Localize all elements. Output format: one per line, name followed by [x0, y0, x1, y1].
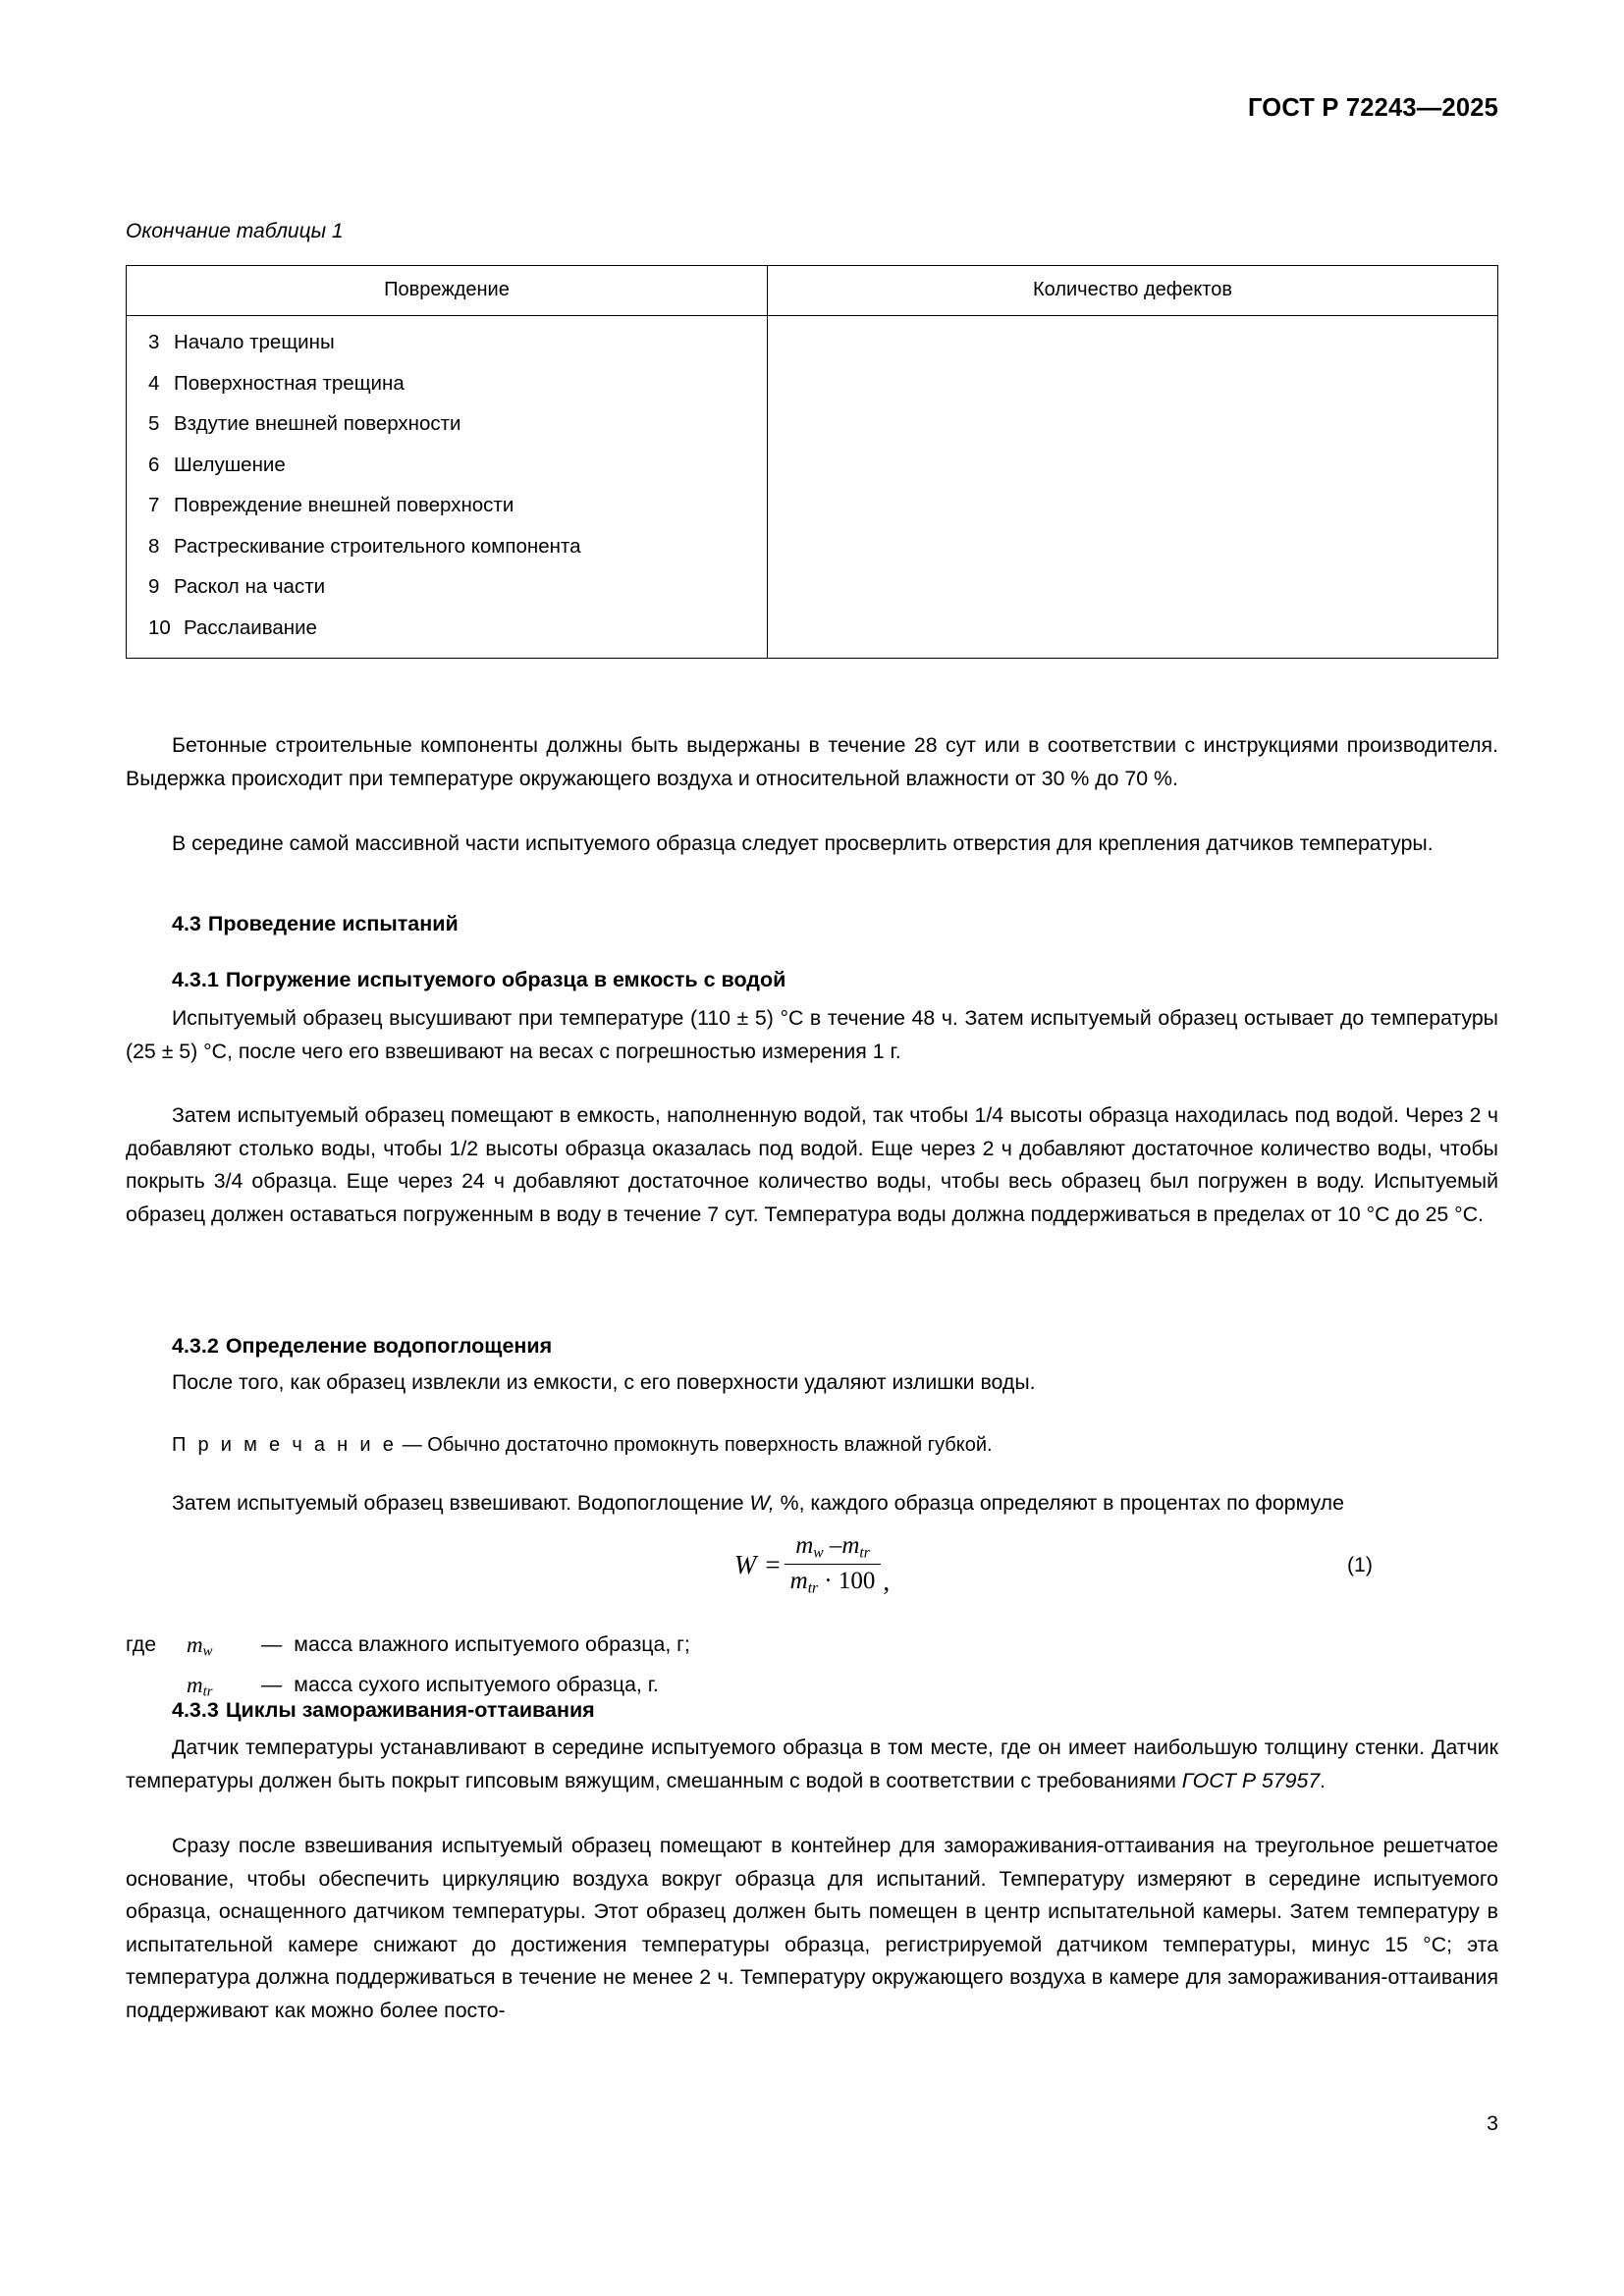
- list-item: [127, 455, 767, 476]
- table-caption: Окончание таблицы 1: [126, 220, 344, 242]
- heading-title: Определение водопоглощения: [225, 1334, 553, 1358]
- damage-list-cell: [127, 316, 768, 659]
- legend-symbol-sub: w: [202, 1643, 213, 1660]
- paragraph-text: [126, 1732, 1498, 1797]
- heading-4-3-line: [126, 908, 1498, 941]
- numerator-m1: m: [795, 1532, 814, 1560]
- legend-symbol: [187, 1629, 261, 1669]
- column-header-damage: Повреждение: [127, 266, 768, 316]
- damage-item-label: Раскол на части: [174, 575, 326, 598]
- heading-title: Проведение испытаний: [207, 912, 459, 935]
- denominator-hundred: 100: [838, 1568, 876, 1594]
- formula-number: (1): [1346, 1552, 1373, 1576]
- damage-item-label: Расслаивание: [184, 615, 317, 639]
- legend-dash: —: [261, 1673, 283, 1697]
- formula-equals: =: [765, 1549, 781, 1579]
- damage-item-number: 3: [148, 331, 160, 353]
- numerator-minus: –: [829, 1532, 842, 1560]
- heading-4-3-3-line: [126, 1694, 1498, 1728]
- list-item: [127, 371, 767, 395]
- legend-symbol-sub: tr: [202, 1683, 213, 1700]
- standard-reference: ГОСТ Р 57957: [1181, 1768, 1321, 1792]
- damage-item-number: 7: [148, 494, 160, 516]
- table-header: [127, 266, 1498, 316]
- heading-4-3-2-line: [126, 1330, 1498, 1363]
- legend-dash: —: [261, 1632, 283, 1656]
- heading-title: Погружение испытуемого образца в емкость с водой: [225, 968, 786, 991]
- heading-number: 4.3.2: [172, 1334, 219, 1358]
- denominator-m-sub: tr: [807, 1579, 819, 1597]
- legend-symbol-base: m: [187, 1632, 203, 1657]
- paragraph-drying-sample: [126, 1002, 1498, 1068]
- damage-table: [126, 265, 1498, 659]
- heading-4-3-2: [126, 1330, 1498, 1363]
- heading-number: 4.3.3: [172, 1698, 219, 1722]
- standard-number-header: ГОСТ Р 72243—2025: [1247, 94, 1498, 122]
- damage-item-label: Вздутие внешней поверхности: [174, 412, 461, 435]
- damage-item-number: 4: [148, 371, 160, 395]
- denominator-dot: ·: [824, 1568, 833, 1594]
- water-absorption-symbol: W,: [749, 1491, 775, 1515]
- paragraph-water-absorption-intro: [126, 1487, 1498, 1521]
- numerator-m2-sub: tr: [859, 1544, 870, 1562]
- defect-count-cell: [768, 316, 1498, 659]
- table-row: [127, 316, 1498, 659]
- damage-item-number: 5: [148, 412, 160, 435]
- heading-number: 4.3: [172, 912, 201, 935]
- paragraph-text: Бетонные строительные компоненты должны быть выдержаны в течение 28 сут или в соответствии с инструкциями производителя. Выдержка происходит при температуре окружающего воздуха и относительной влажности от 30 % до 70 %.: [126, 733, 1498, 790]
- heading-4-3-3: [126, 1694, 1498, 1728]
- paragraph-freeze-thaw-container: [126, 1830, 1498, 2028]
- list-item: [127, 534, 767, 558]
- paragraph-text: [126, 1487, 1498, 1521]
- formula-denominator: [785, 1564, 882, 1597]
- legend-row: [126, 1629, 1498, 1669]
- heading-4-3-1-line: [126, 964, 1498, 997]
- intro-part-a: Затем испытуемый образец взвешивают. Водопоглощение: [172, 1491, 750, 1515]
- paragraph-immersion-steps: [126, 1099, 1498, 1231]
- column-header-count: Количество дефектов: [768, 266, 1498, 316]
- damage-list: [127, 316, 767, 658]
- list-item: [127, 577, 767, 598]
- numerator-m1-sub: w: [813, 1544, 824, 1562]
- note-dash: —: [397, 1434, 428, 1456]
- heading-4-3: [126, 908, 1498, 941]
- heading-title: Циклы замораживания-оттаивания: [225, 1698, 595, 1722]
- water-absorption-formula: [734, 1532, 890, 1596]
- damage-item-number: 10: [148, 615, 171, 639]
- note-label: П р и м е ч а н и е: [172, 1434, 398, 1456]
- list-item: [127, 496, 767, 516]
- legend-description: масса влажного испытуемого образца, г;: [294, 1632, 690, 1656]
- paragraph-text: Затем испытуемый образец помещают в емкость, наполненную водой, так чтобы 1/4 высоты образца находилась под водой. Через 2 ч добавляют столько воды, чтобы 1/2 высоты образца оказалась под водой. Еще через 2 ч добавляют достаточное количество воды, чтобы покрыть 3/4 образца. Еще через 24 ч добавляют достаточное количество воды, чтобы весь образец был погружен в воду. Испытуемый образец должен оставаться погруженным в воду в течение 7 сут. Температура воды должна поддерживаться в пределах от 10 °C до 25 °C.: [126, 1103, 1498, 1226]
- formula-lhs: W: [733, 1549, 757, 1579]
- damage-item-label: Шелушение: [174, 453, 286, 476]
- paragraph-text: После того, как образец извлекли из емкости, с его поверхности удаляют излишки воды.: [172, 1370, 1036, 1394]
- damage-item-number: 8: [148, 534, 160, 558]
- sensor-text-a: Датчик температуры устанавливают в середине испытуемого образца в том месте, где он имеет наибольшую толщину стенки. Датчик температуры должен быть покрыт гипсовым вяжущим, смешанным с водой в соответствии с требованиями: [126, 1735, 1498, 1792]
- paragraph-temperature-sensor: [126, 1732, 1498, 1797]
- formula-numerator: [789, 1532, 876, 1564]
- table-header-row: [127, 266, 1498, 316]
- legend-lead-word: где: [126, 1632, 157, 1656]
- damage-item-label: Поверхностная трещина: [174, 371, 405, 395]
- damage-item-label: Растрескивание строительного компонента: [174, 534, 581, 558]
- damage-item-number: 6: [148, 453, 160, 476]
- paragraph-text: Сразу после взвешивания испытуемый образец помещают в контейнер для замораживания-оттаивания на треугольное решетчатое основание, чтобы обеспечить циркуляцию воздуха вокруг образца для испытаний. Температуру измеряют в середине испытуемого образца, оснащенного датчиком температуры. Этот образец должен быть помещен в центр испытательной камеры. Затем температуру в испытательной камере снижают до достижения температуры образца, регистрируемой датчиком температуры, минус 15 °C; эта температура должна поддерживаться в течение не менее 2 ч. Температуру окружающего воздуха в камере для замораживания-оттаивания поддерживают как можно более посто-: [126, 1834, 1498, 2022]
- formula-row: [126, 1523, 1498, 1606]
- denominator-m: m: [789, 1568, 808, 1594]
- intro-part-b: %, каждого образца определяют в процентах по формуле: [774, 1491, 1344, 1515]
- page-number: 3: [1487, 2111, 1498, 2135]
- damage-item-number: 9: [148, 575, 160, 598]
- paragraph-drill-holes: [126, 828, 1498, 861]
- heading-4-3-1: [126, 964, 1498, 997]
- damage-item-label: Начало трещины: [174, 331, 335, 353]
- paragraph-remove-excess-water: [126, 1366, 1498, 1400]
- paragraph-concrete-curing: [126, 729, 1498, 795]
- list-item: [127, 333, 767, 353]
- paragraph-text: В середине самой массивной части испытуемого образца следует просверлить отверстия для крепления датчиков температуры.: [172, 831, 1434, 855]
- damage-item-label: Повреждение внешней поверхности: [174, 494, 514, 516]
- table-body: [127, 316, 1498, 659]
- sensor-text-b: .: [1320, 1768, 1326, 1792]
- list-item: [127, 414, 767, 435]
- paragraph-text: Испытуемый образец высушивают при температуре (110 ± 5) °C в течение 48 ч. Затем испытуемый образец остывает до температуры (25 ± 5) °C, после чего его взвешивают на весах с погрешностью измерения 1 г.: [126, 1006, 1498, 1063]
- note-line: [126, 1429, 1498, 1463]
- list-item: [127, 615, 767, 639]
- numerator-m2: m: [841, 1532, 860, 1560]
- legend-symbol-base: m: [187, 1673, 203, 1698]
- note-block: [126, 1429, 1498, 1463]
- formula-fraction: [785, 1532, 882, 1596]
- heading-number: 4.3.1: [172, 968, 219, 991]
- note-text: Обычно достаточно промокнуть поверхность влажной губкой.: [427, 1434, 993, 1456]
- formula-trailing-comma: ,: [883, 1566, 891, 1596]
- legend-description: масса сухого испытуемого образца, г.: [294, 1673, 659, 1697]
